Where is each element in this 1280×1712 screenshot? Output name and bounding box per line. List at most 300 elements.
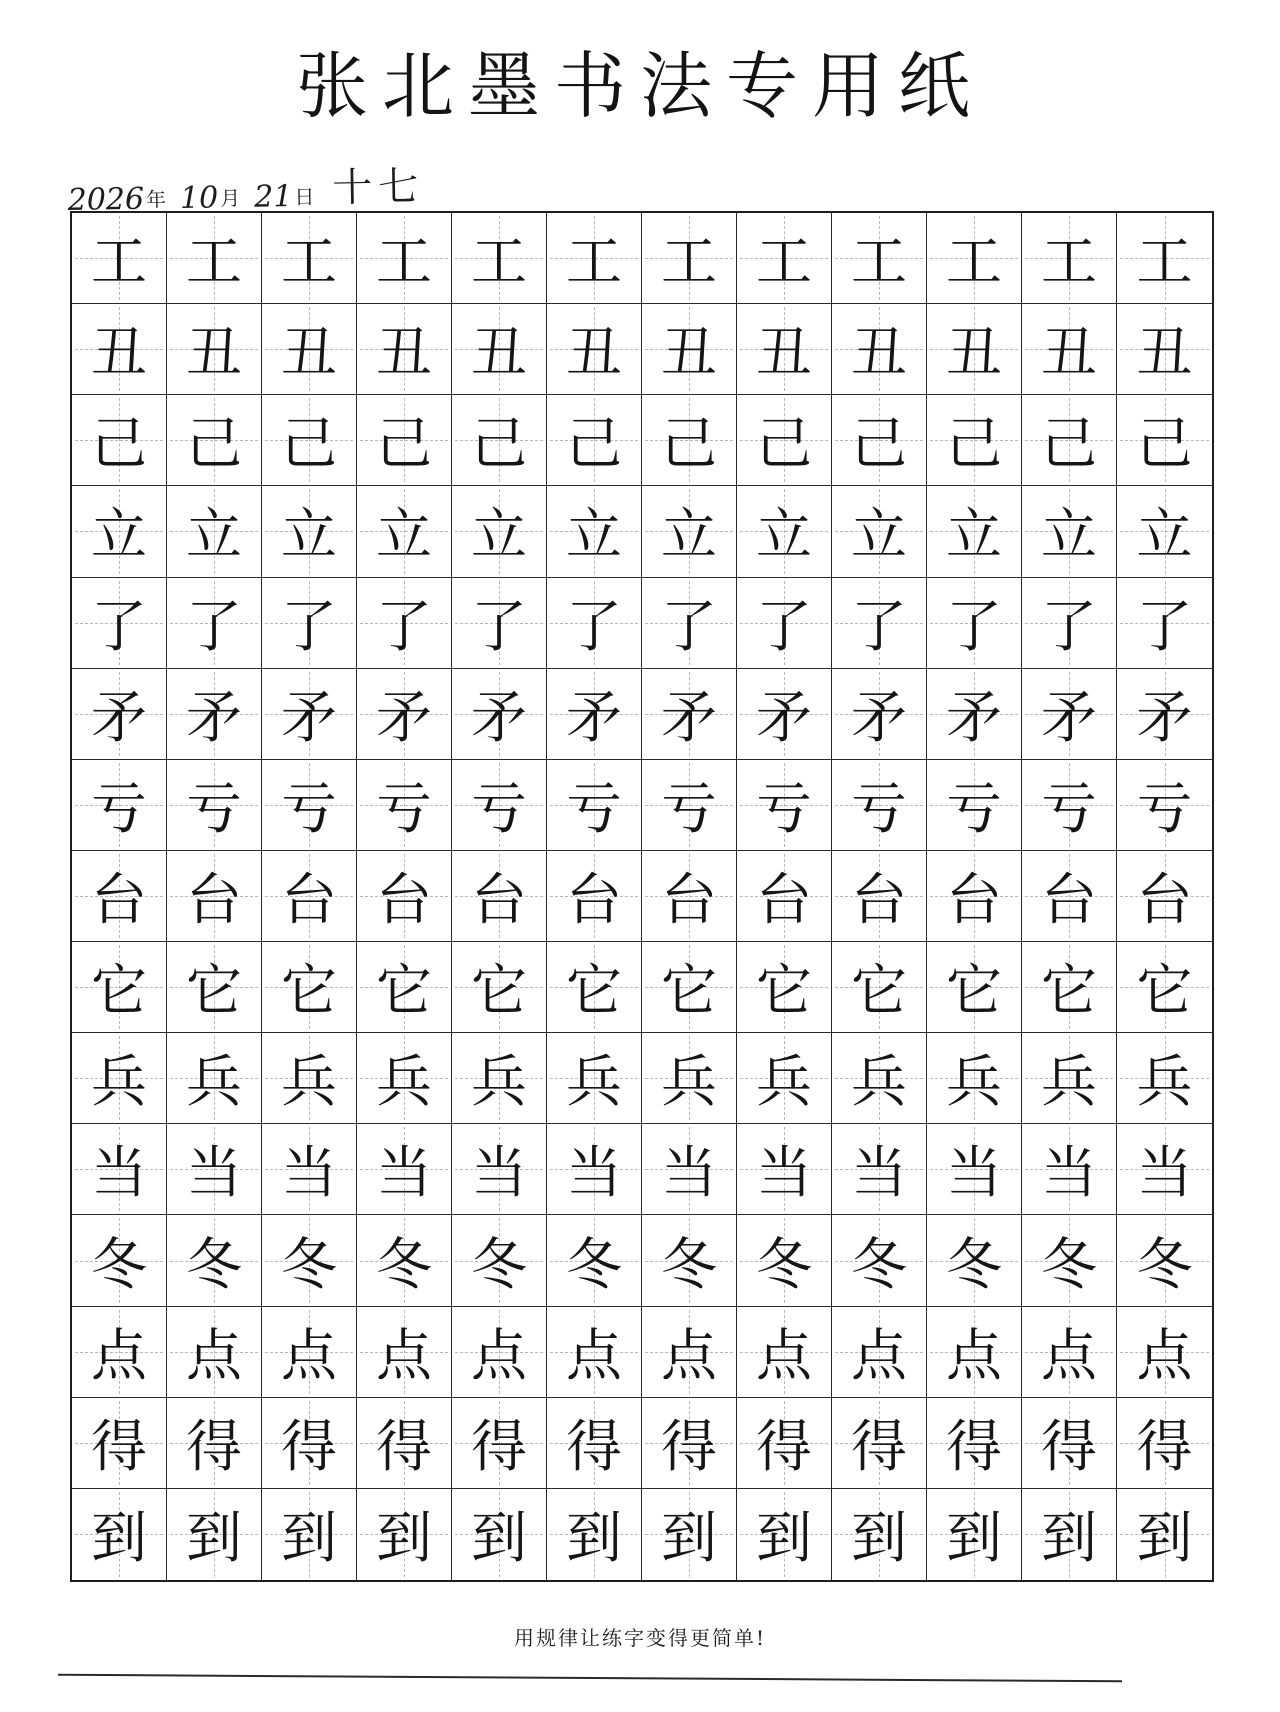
practice-cell <box>832 851 927 942</box>
practice-cell <box>642 395 737 486</box>
practice-character: 己 <box>661 412 717 478</box>
practice-character: 丑 <box>661 321 717 387</box>
bottom-rule <box>58 1674 1122 1682</box>
practice-cell <box>357 1398 452 1489</box>
practice-character: 点 <box>186 1323 242 1389</box>
practice-cell <box>262 1033 357 1124</box>
practice-character: 了 <box>471 594 527 660</box>
practice-character: 到 <box>186 1506 242 1572</box>
practice-character: 台 <box>851 867 907 933</box>
practice-cell <box>1022 213 1117 304</box>
practice-cell <box>262 942 357 1033</box>
practice-cell <box>1022 851 1117 942</box>
practice-cell <box>262 213 357 304</box>
practice-character: 了 <box>376 594 432 660</box>
practice-character: 台 <box>91 867 147 933</box>
practice-cell <box>262 486 357 577</box>
practice-character: 工 <box>376 230 432 296</box>
practice-cell <box>1117 1489 1212 1580</box>
practice-cell <box>547 942 642 1033</box>
practice-cell <box>737 669 832 760</box>
practice-character: 亏 <box>91 776 147 842</box>
practice-character: 它 <box>1041 959 1097 1025</box>
practice-cell <box>167 851 262 942</box>
practice-character: 台 <box>471 867 527 933</box>
practice-cell <box>737 578 832 669</box>
practice-character: 了 <box>1136 594 1193 660</box>
practice-character: 兵 <box>1136 1050 1193 1116</box>
practice-character: 当 <box>376 1141 432 1207</box>
practice-character: 冬 <box>186 1232 242 1298</box>
practice-character: 丑 <box>756 321 812 387</box>
practice-cell <box>547 1489 642 1580</box>
practice-cell <box>1117 486 1212 577</box>
practice-cell <box>642 1307 737 1398</box>
practice-character: 兵 <box>661 1050 717 1116</box>
practice-cell <box>72 213 167 304</box>
practice-character: 它 <box>1136 959 1193 1025</box>
practice-cell <box>167 304 262 395</box>
practice-cell <box>547 1033 642 1124</box>
practice-cell <box>262 1398 357 1489</box>
practice-cell <box>72 578 167 669</box>
practice-cell <box>452 1033 547 1124</box>
practice-cell <box>357 760 452 851</box>
practice-cell <box>1117 1033 1212 1124</box>
practice-cell <box>452 669 547 760</box>
practice-cell <box>452 1307 547 1398</box>
practice-cell <box>927 1489 1022 1580</box>
practice-character: 己 <box>851 412 907 478</box>
practice-cell <box>1022 1124 1117 1215</box>
practice-character: 兵 <box>471 1050 527 1116</box>
practice-character: 工 <box>566 230 622 296</box>
practice-character: 当 <box>281 1141 337 1207</box>
practice-cell <box>927 1124 1022 1215</box>
practice-cell <box>72 1398 167 1489</box>
practice-cell <box>927 1033 1022 1124</box>
practice-cell <box>1022 942 1117 1033</box>
practice-cell <box>1022 486 1117 577</box>
practice-cell <box>642 1124 737 1215</box>
practice-character: 兵 <box>946 1050 1002 1116</box>
practice-cell <box>72 1124 167 1215</box>
practice-cell <box>452 486 547 577</box>
practice-cell <box>452 304 547 395</box>
practice-cell <box>357 942 452 1033</box>
practice-cell <box>1117 395 1212 486</box>
practice-cell <box>262 1215 357 1306</box>
practice-cell <box>167 578 262 669</box>
practice-cell <box>642 942 737 1033</box>
practice-character: 点 <box>376 1323 432 1389</box>
practice-character: 矛 <box>91 685 147 751</box>
practice-character: 亏 <box>756 776 812 842</box>
practice-cell <box>642 760 737 851</box>
practice-character: 它 <box>756 959 812 1025</box>
practice-cell <box>737 760 832 851</box>
practice-cell <box>737 213 832 304</box>
date-line <box>67 152 425 218</box>
practice-cell <box>642 1033 737 1124</box>
practice-character: 冬 <box>376 1232 432 1298</box>
practice-character: 当 <box>851 1141 907 1207</box>
practice-character: 亏 <box>851 776 907 842</box>
practice-character: 了 <box>91 594 147 660</box>
practice-character: 到 <box>851 1506 907 1572</box>
practice-cell <box>737 1033 832 1124</box>
practice-character: 它 <box>471 959 527 1025</box>
practice-character: 己 <box>566 412 622 478</box>
practice-character: 到 <box>566 1506 622 1572</box>
practice-character: 了 <box>281 594 337 660</box>
practice-cell <box>642 851 737 942</box>
practice-character: 立 <box>1136 503 1193 569</box>
practice-cell <box>262 851 357 942</box>
practice-cell <box>167 1398 262 1489</box>
practice-character: 冬 <box>281 1232 337 1298</box>
practice-character: 立 <box>1041 503 1097 569</box>
practice-cell <box>452 578 547 669</box>
practice-character: 它 <box>186 959 242 1025</box>
practice-cell <box>642 1215 737 1306</box>
practice-character: 了 <box>566 594 622 660</box>
practice-character: 丑 <box>1041 321 1097 387</box>
practice-cell <box>262 1307 357 1398</box>
practice-character: 得 <box>1041 1414 1097 1480</box>
practice-character: 丑 <box>851 321 907 387</box>
practice-cell <box>547 486 642 577</box>
practice-cell <box>547 669 642 760</box>
practice-cell <box>452 1398 547 1489</box>
practice-character: 到 <box>91 1506 147 1572</box>
practice-character: 工 <box>1041 230 1097 296</box>
practice-cell <box>547 1215 642 1306</box>
practice-cell <box>1117 942 1212 1033</box>
practice-cell <box>927 486 1022 577</box>
practice-cell <box>262 1124 357 1215</box>
practice-cell <box>737 942 832 1033</box>
practice-character: 立 <box>91 503 147 569</box>
practice-character: 立 <box>661 503 717 569</box>
practice-cell <box>737 1489 832 1580</box>
practice-character: 了 <box>851 594 907 660</box>
practice-cell <box>357 1033 452 1124</box>
practice-character: 己 <box>91 412 147 478</box>
practice-cell <box>927 851 1022 942</box>
practice-character: 得 <box>851 1414 907 1480</box>
practice-character: 工 <box>91 230 147 296</box>
practice-cell <box>167 486 262 577</box>
date-month-unit: 月 <box>220 185 241 211</box>
practice-character: 冬 <box>1041 1232 1097 1298</box>
practice-character: 矛 <box>376 685 432 751</box>
practice-character: 工 <box>851 230 907 296</box>
practice-cell <box>642 578 737 669</box>
practice-character: 台 <box>186 867 242 933</box>
practice-character: 点 <box>91 1323 147 1389</box>
practice-character: 兵 <box>851 1050 907 1116</box>
practice-character: 到 <box>471 1506 527 1572</box>
practice-cell <box>547 395 642 486</box>
practice-character: 冬 <box>661 1232 717 1298</box>
practice-cell <box>642 669 737 760</box>
practice-character: 兵 <box>566 1050 622 1116</box>
practice-character: 矛 <box>281 685 337 751</box>
practice-cell <box>1117 760 1212 851</box>
practice-character: 工 <box>281 230 337 296</box>
practice-character: 立 <box>471 503 527 569</box>
practice-character: 了 <box>661 594 717 660</box>
practice-character: 立 <box>376 503 432 569</box>
practice-character: 亏 <box>946 776 1002 842</box>
date-month: 10 <box>179 180 219 217</box>
practice-character: 亏 <box>281 776 337 842</box>
practice-cell <box>737 1398 832 1489</box>
practice-cell <box>737 851 832 942</box>
practice-cell <box>832 486 927 577</box>
practice-cell <box>262 669 357 760</box>
practice-character: 亏 <box>186 776 242 842</box>
practice-cell <box>927 1215 1022 1306</box>
practice-cell <box>642 1489 737 1580</box>
practice-cell <box>832 760 927 851</box>
practice-cell <box>72 760 167 851</box>
practice-cell <box>927 578 1022 669</box>
practice-cell <box>452 851 547 942</box>
practice-cell <box>452 1124 547 1215</box>
practice-character: 丑 <box>566 321 622 387</box>
practice-cell <box>927 942 1022 1033</box>
practice-cell <box>832 1124 927 1215</box>
practice-character: 得 <box>566 1414 622 1480</box>
practice-character: 了 <box>186 594 242 660</box>
practice-cell <box>167 1307 262 1398</box>
practice-character: 矛 <box>566 685 622 751</box>
practice-character: 兵 <box>186 1050 242 1116</box>
practice-character: 了 <box>946 594 1002 660</box>
practice-character: 台 <box>756 867 812 933</box>
practice-character: 兵 <box>281 1050 337 1116</box>
practice-cell <box>642 304 737 395</box>
practice-character: 台 <box>1041 867 1097 933</box>
practice-cell <box>832 669 927 760</box>
practice-cell <box>832 1398 927 1489</box>
practice-character: 它 <box>566 959 622 1025</box>
practice-character: 它 <box>946 959 1002 1025</box>
practice-cell <box>547 213 642 304</box>
practice-cell <box>642 213 737 304</box>
practice-cell <box>927 1307 1022 1398</box>
practice-cell <box>1022 1489 1117 1580</box>
practice-cell <box>927 213 1022 304</box>
practice-cell <box>737 1307 832 1398</box>
practice-cell <box>547 1124 642 1215</box>
practice-character: 冬 <box>566 1232 622 1298</box>
practice-character: 当 <box>1041 1141 1097 1207</box>
practice-cell <box>927 669 1022 760</box>
practice-character: 己 <box>376 412 432 478</box>
practice-character: 台 <box>281 867 337 933</box>
practice-character: 点 <box>661 1323 717 1389</box>
practice-cell <box>1117 1398 1212 1489</box>
practice-cell <box>167 213 262 304</box>
practice-character: 台 <box>661 867 717 933</box>
practice-cell <box>832 304 927 395</box>
practice-character: 点 <box>1041 1323 1097 1389</box>
practice-cell <box>1117 669 1212 760</box>
practice-cell <box>452 395 547 486</box>
practice-cell <box>1022 304 1117 395</box>
practice-character: 己 <box>281 412 337 478</box>
practice-character: 工 <box>471 230 527 296</box>
practice-cell <box>737 304 832 395</box>
practice-cell <box>1022 1215 1117 1306</box>
practice-cell <box>642 1398 737 1489</box>
practice-character: 兵 <box>376 1050 432 1116</box>
practice-cell <box>1117 1215 1212 1306</box>
practice-character: 矛 <box>756 685 812 751</box>
sheet-title: 张北墨书法专用纸 <box>295 44 984 128</box>
practice-cell <box>832 1215 927 1306</box>
lunar-day: 十七 <box>331 163 425 212</box>
practice-character: 己 <box>186 412 242 478</box>
practice-character: 得 <box>756 1414 812 1480</box>
date-day-unit: 日 <box>294 184 315 210</box>
practice-character: 立 <box>566 503 622 569</box>
practice-character: 工 <box>661 230 717 296</box>
practice-character: 得 <box>281 1414 337 1480</box>
practice-character: 己 <box>471 412 527 478</box>
practice-character: 得 <box>186 1414 242 1480</box>
practice-character: 得 <box>471 1414 527 1480</box>
practice-cell <box>547 1398 642 1489</box>
practice-cell <box>832 1489 927 1580</box>
practice-character: 己 <box>756 412 812 478</box>
practice-character: 它 <box>91 959 147 1025</box>
practice-character: 工 <box>756 230 812 296</box>
practice-cell <box>357 1307 452 1398</box>
practice-cell <box>832 942 927 1033</box>
practice-cell <box>452 760 547 851</box>
practice-cell <box>1022 1033 1117 1124</box>
practice-cell <box>452 213 547 304</box>
practice-cell <box>72 1307 167 1398</box>
practice-character: 冬 <box>1136 1232 1193 1298</box>
practice-character: 矛 <box>661 685 717 751</box>
practice-cell <box>72 1215 167 1306</box>
practice-character: 得 <box>661 1414 717 1480</box>
practice-character: 台 <box>1136 867 1193 933</box>
practice-character: 点 <box>281 1323 337 1389</box>
practice-character: 当 <box>661 1141 717 1207</box>
practice-character: 己 <box>1041 412 1097 478</box>
practice-cell <box>927 304 1022 395</box>
practice-cell <box>1022 395 1117 486</box>
practice-character: 亏 <box>1136 776 1193 842</box>
practice-cell <box>167 942 262 1033</box>
practice-cell <box>547 578 642 669</box>
practice-cell <box>1117 1124 1212 1215</box>
practice-cell <box>547 760 642 851</box>
practice-cell <box>357 1489 452 1580</box>
practice-cell <box>167 1215 262 1306</box>
practice-cell <box>832 1307 927 1398</box>
practice-character: 台 <box>566 867 622 933</box>
practice-character: 得 <box>91 1414 147 1480</box>
practice-cell <box>357 304 452 395</box>
practice-cell <box>547 304 642 395</box>
practice-cell <box>357 486 452 577</box>
practice-character: 冬 <box>91 1232 147 1298</box>
practice-character: 了 <box>1041 594 1097 660</box>
practice-cell <box>1117 304 1212 395</box>
practice-character: 丑 <box>946 321 1002 387</box>
practice-character: 到 <box>756 1506 812 1572</box>
practice-cell <box>167 395 262 486</box>
practice-cell <box>547 851 642 942</box>
practice-cell <box>262 760 357 851</box>
practice-character: 当 <box>756 1141 812 1207</box>
practice-character: 它 <box>851 959 907 1025</box>
practice-character: 台 <box>946 867 1002 933</box>
practice-cell <box>737 486 832 577</box>
practice-cell <box>1117 578 1212 669</box>
practice-cell <box>642 486 737 577</box>
practice-character: 当 <box>186 1141 242 1207</box>
practice-character: 矛 <box>1041 685 1097 751</box>
practice-cell <box>72 395 167 486</box>
practice-cell <box>72 486 167 577</box>
practice-cell <box>452 1489 547 1580</box>
practice-character: 到 <box>946 1506 1002 1572</box>
practice-character: 台 <box>376 867 432 933</box>
practice-cell <box>357 578 452 669</box>
practice-character: 点 <box>1136 1323 1193 1389</box>
practice-cell <box>1117 213 1212 304</box>
date-day: 21 <box>253 179 293 215</box>
practice-character: 冬 <box>946 1232 1002 1298</box>
practice-cell <box>72 942 167 1033</box>
practice-cell <box>737 395 832 486</box>
date-year-unit: 年 <box>145 187 167 212</box>
practice-cell <box>832 1033 927 1124</box>
practice-character: 矛 <box>186 685 242 751</box>
practice-cell <box>832 578 927 669</box>
practice-character: 立 <box>281 503 337 569</box>
practice-character: 到 <box>376 1506 432 1572</box>
practice-cell <box>167 1124 262 1215</box>
practice-cell <box>72 1489 167 1580</box>
practice-character: 它 <box>661 959 717 1025</box>
practice-character: 到 <box>1041 1506 1097 1572</box>
practice-character: 己 <box>1136 412 1193 478</box>
practice-character: 点 <box>851 1323 907 1389</box>
practice-character: 工 <box>186 230 242 296</box>
practice-cell <box>1022 669 1117 760</box>
practice-character: 工 <box>1136 230 1193 296</box>
practice-character: 兵 <box>91 1050 147 1116</box>
practice-cell <box>1117 851 1212 942</box>
practice-character: 丑 <box>91 321 147 387</box>
practice-character: 得 <box>376 1414 432 1480</box>
date-year: 2026 <box>67 181 145 218</box>
practice-character: 矛 <box>851 685 907 751</box>
practice-character: 冬 <box>756 1232 812 1298</box>
practice-character: 了 <box>756 594 812 660</box>
practice-cell <box>72 1033 167 1124</box>
practice-character: 冬 <box>471 1232 527 1298</box>
